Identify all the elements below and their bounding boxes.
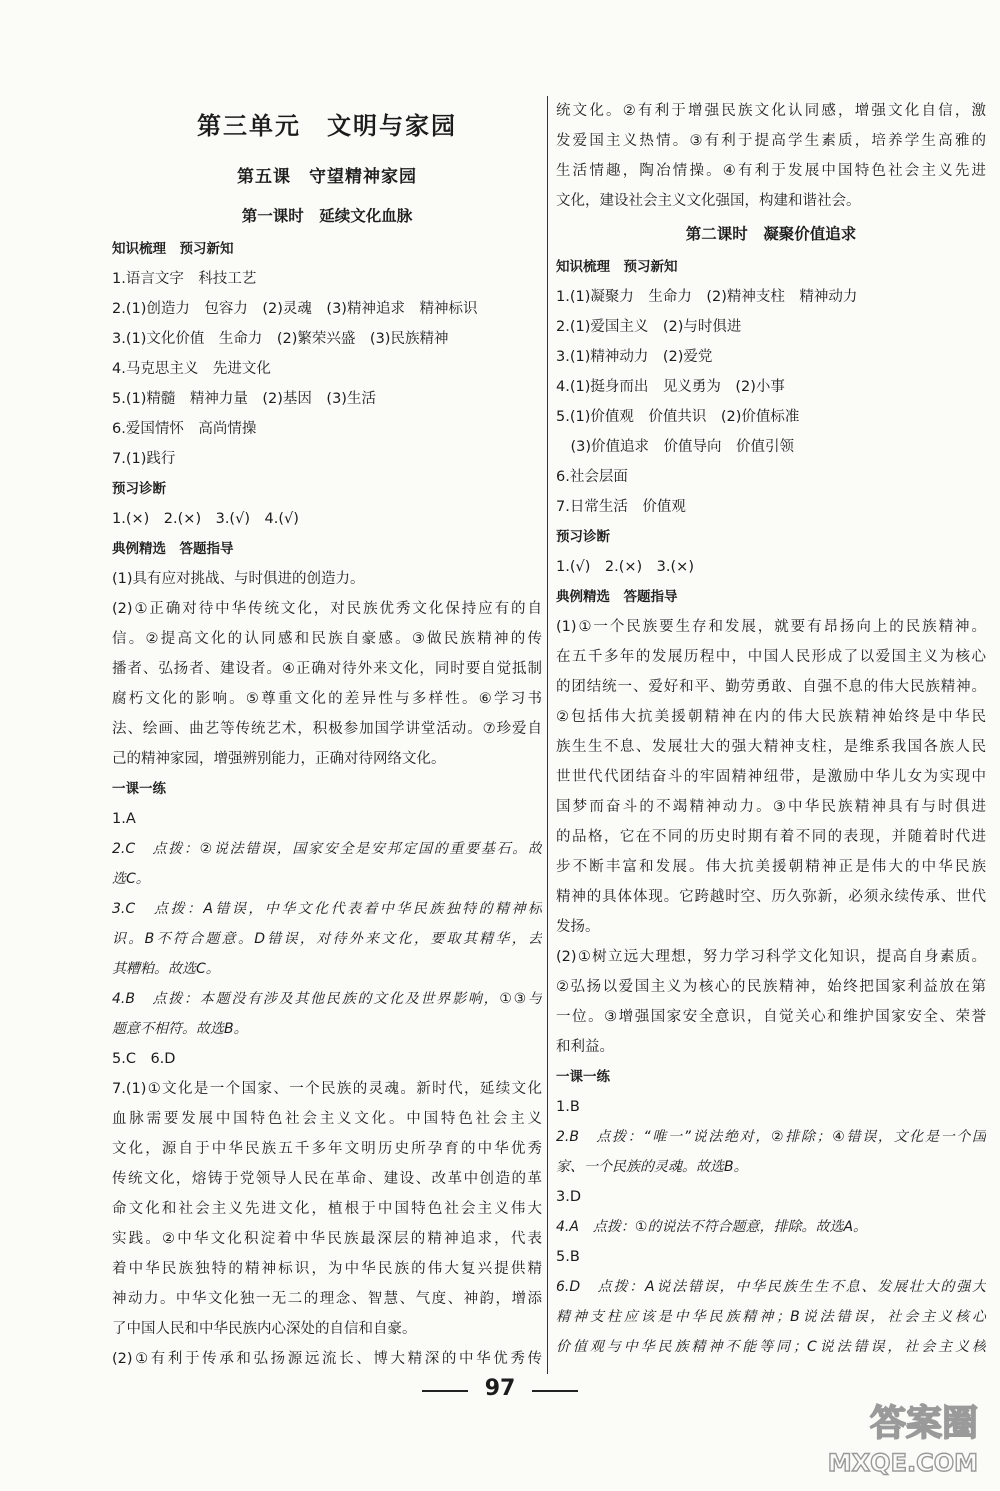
text-line: 统文化。②有利于增强民族文化认同感，增强文化自信，激 [556,103,986,119]
watermark-logo [782,1387,982,1479]
text-line: 2.C 点拨：②说法错误，国家安全是安邦定国的重要基石。故 [112,841,542,857]
text-line: 腐朽文化的影响。⑤尊重文化的差异性与多样性。⑥学习书 [112,691,542,707]
text-line: (3)价值追求 价值导向 价值引领 [556,439,795,455]
text-line: 和利益。 [556,1039,614,1055]
text-line: 1.A [112,811,136,827]
text-line: 1.(1)凝聚力 生命力 (2)精神支柱 精神动力 [556,289,858,305]
section-title: 预习诊断 [112,481,166,497]
text-line: 文化，源自于中华民族五千多年文明历史所孕育的中华优秀 [112,1141,542,1157]
text-line: 2.(1)爱国主义 (2)与时俱进 [556,319,742,335]
text-line: 5.B [556,1249,580,1265]
text-line: 实践。②中华文化积淀着中华民族最深层的精神追求，代表 [112,1231,542,1247]
column-divider [547,96,548,1374]
section-title: 典例精选 答题指导 [556,589,678,605]
text-line: (1)具有应对挑战、与时俱进的创造力。 [112,571,365,587]
text-line: ②包括伟大抗美援朝精神在内的伟大民族精神始终是中华民 [556,709,986,725]
section-title: 一课一练 [112,781,166,797]
text-line: 7.(1)①文化是一个国家、一个民族的灵魂。新时代，延续文化 [112,1081,542,1097]
footer-rule-left [422,1390,468,1392]
right-column [556,96,986,1362]
text-line: 6.社会层面 [556,469,628,485]
text-line: 族生生不息、发展壮大的强大精神支柱，是维系我国各族人民 [556,739,986,755]
text-line: 的团结统一、爱好和平、勤劳勇敢、自强不息的伟大民族精神。 [556,679,986,695]
text-line: 1.(×) 2.(×) 3.(√) 4.(√) [112,511,299,527]
heading: 第二课时 凝聚价值追求 [685,225,857,243]
text-line: 1.语言文字 科技工艺 [112,271,257,287]
text-line: 精神的具体体现。它跨越时空、历久弥新，必须永续传承、世代 [556,889,986,905]
text-line: 在五千多年的发展历程中，中国人民形成了以爱国主义为核心 [556,649,986,665]
text-line: 法、绘画、曲艺等传统艺术，积极参加国学讲堂活动。⑦珍爱自 [112,721,542,737]
heading: 第三单元 文明与家园 [197,112,457,140]
text-line: 神动力。中华文化独一无二的理念、智慧、气度、神韵，增添 [112,1291,542,1307]
text-line: 5.C 6.D [112,1051,176,1067]
text-line: 发爱国主义热情。③有利于提高学生素质，培养学生高雅的 [556,133,986,149]
section-title: 一课一练 [556,1069,610,1085]
text-line: 7.(1)践行 [112,451,176,467]
footer-rule-right [532,1390,578,1392]
text-line: 血脉需要发展中国特色社会主义文化。中国特色社会主义 [112,1111,542,1127]
text-line: 5.(1)精髓 精神力量 (2)基因 (3)生活 [112,391,376,407]
text-line: 4.马克思主义 先进文化 [112,361,271,377]
text-line: 家、一个民族的灵魂。故选B。 [556,1159,748,1175]
text-line: 1.B [556,1099,580,1115]
text-line: (2)①树立远大理想，努力学习科学文化知识，提高自身素质。 [556,949,986,965]
text-line: 精神支柱应该是中华民族精神；B说法错误，社会主义核心 [556,1309,986,1325]
text-line: 国梦而奋斗的不竭精神动力。③中华民族精神具有与时俱进 [556,799,986,815]
text-line: 传统文化，熔铸于党领导人民在革命、建设、改革中创造的革 [112,1171,542,1187]
left-column [112,96,542,1374]
text-line: 6.爱国情怀 高尚情操 [112,421,257,437]
section-title: 典例精选 答题指导 [112,541,234,557]
text-line: 命文化和社会主义先进文化，植根于中国特色社会主义伟大 [112,1201,542,1217]
text-line: 5.(1)价值观 价值共识 (2)价值标准 [556,409,800,425]
heading: 第一课时 延续文化血脉 [241,207,413,225]
text-line: (1)①一个民族要生存和发展，就要有昂扬向上的民族精神。 [556,619,986,635]
text-line: 世世代代团结奋斗的牢固精神纽带，是激励中华儿女为实现中 [556,769,986,785]
text-line: 4.A 点拨：①的说法不符合题意，排除。故选A。 [556,1219,868,1235]
watermark-title: 答案圈 [869,1403,978,1444]
text-line: 1.(√) 2.(×) 3.(×) [556,559,694,575]
text-line: 播者、弘扬者、建设者。④正确对待外来文化，同时要自觉抵制 [112,661,542,677]
text-line: 的品格，它在不同的历史时期有着不同的表现，并随着时代进 [556,829,986,845]
text-line: (2)①有利于传承和弘扬源远流长、博大精深的中华优秀传 [112,1351,542,1367]
section-title: 预习诊断 [556,529,610,545]
text-line: ②弘扬以爱国主义为核心的民族精神，始终把国家利益放在第 [556,979,986,995]
heading: 第五课 守望精神家园 [237,167,417,187]
text-line: 7.日常生活 价值观 [556,499,686,515]
text-line: 文化，建设社会主义文化强国，构建和谐社会。 [556,193,861,209]
text-line: 一位。③增强国家安全意识，自觉关心和维护国家安全、荣誉 [556,1009,986,1025]
text-line: 着中华民族独特的精神标识，为中华民族的伟大复兴提供精 [112,1261,542,1277]
text-line: 发扬。 [556,919,600,935]
text-line: 了中国人民和中华民族内心深处的自信和自豪。 [112,1321,417,1337]
text-line: 己的精神家园，增强辨别能力，正确对待网络文化。 [112,751,446,767]
section-title: 知识梳理 预习新知 [112,241,234,257]
text-line: 2.B 点拨：“唯一”说法绝对，②排除；④错误，文化是一个国 [556,1129,986,1145]
text-line: 信。②提高文化的认同感和民族自豪感。③做民族精神的传 [112,631,542,647]
text-line: 3.(1)精神动力 (2)爱党 [556,349,713,365]
text-line: 其糟粕。故选C。 [112,961,220,977]
text-line: 生活情趣，陶冶情操。④有利于发展中国特色社会主义先进 [556,163,986,179]
text-line: 4.B 点拨：本题没有涉及其他民族的文化及世界影响，①③与 [112,991,542,1007]
text-line: 识。B不符合题意。D错误，对待外来文化，要取其精华，去 [112,931,542,947]
text-line: 价值观与中华民族精神不能等同；C说法错误，社会主义核 [556,1339,986,1355]
page-number: 97 [484,1376,516,1401]
text-line: (2)①正确对待中华传统文化，对民族优秀文化保持应有的自 [112,601,542,617]
text-line: 3.(1)文化价值 生命力 (2)繁荣兴盛 (3)民族精神 [112,331,449,347]
text-line: 题意不相符。故选B。 [112,1021,248,1037]
watermark-url: MXQE.COM [827,1449,978,1477]
text-line: 3.C 点拨：A错误，中华文化代表着中华民族独特的精神标 [112,901,542,917]
text-line: 6.D 点拨：A说法错误，中华民族生生不息、发展壮大的强大 [556,1279,986,1295]
text-line: 步不断丰富和发展。伟大抗美援朝精神正是伟大的中华民族 [556,859,986,875]
text-line: 4.(1)挺身而出 见义勇为 (2)小事 [556,379,785,395]
text-line: 2.(1)创造力 包容力 (2)灵魂 (3)精神追求 精神标识 [112,301,478,317]
section-title: 知识梳理 预习新知 [556,259,678,275]
text-line: 3.D [556,1189,581,1205]
text-line: 选C。 [112,871,150,887]
